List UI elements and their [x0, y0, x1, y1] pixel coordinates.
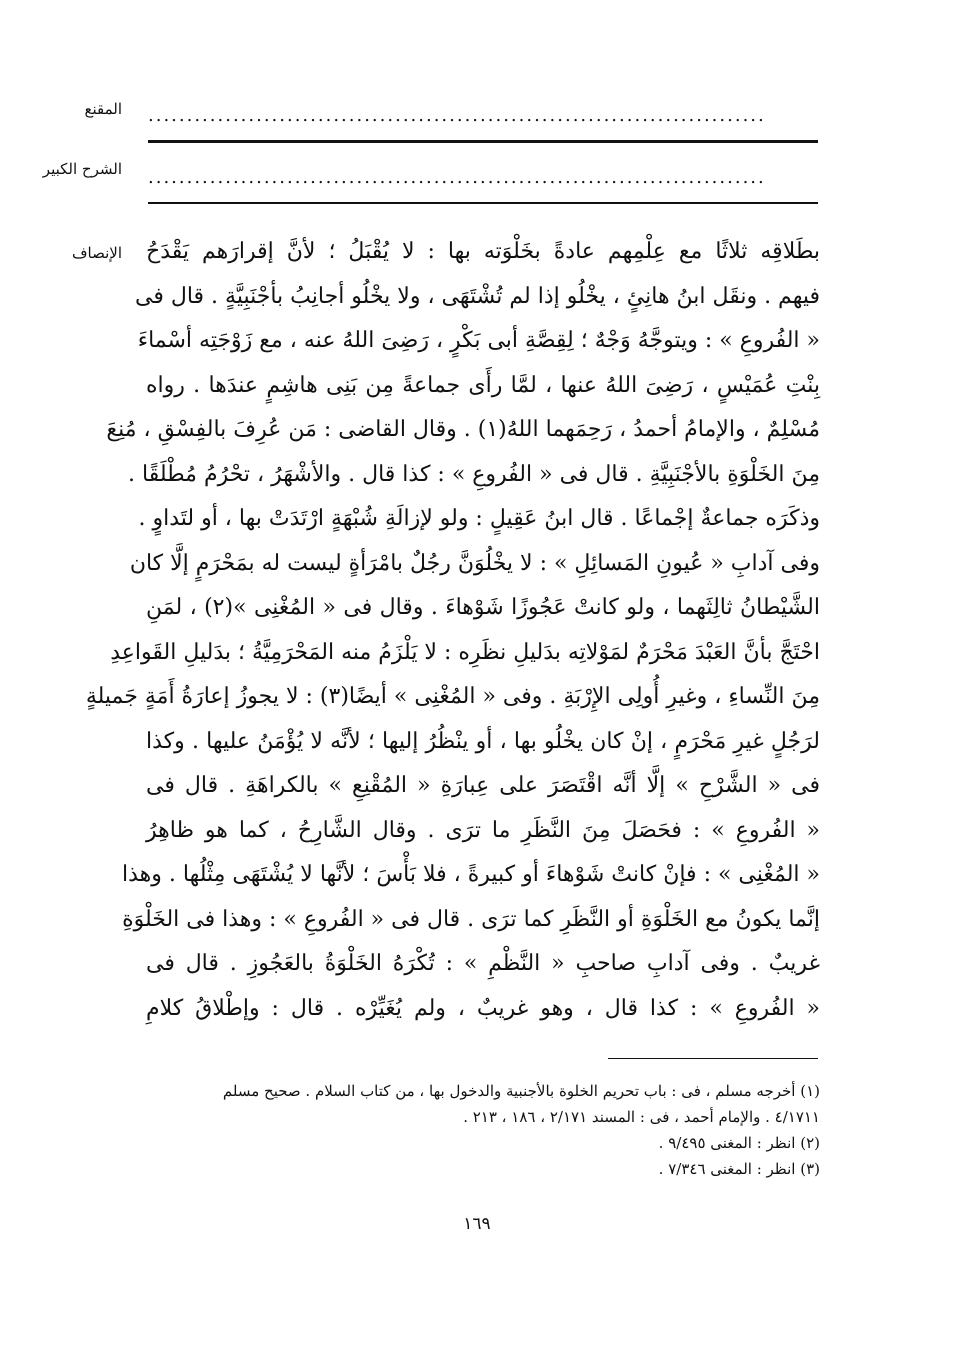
muqni-dots: ................................................................................ [148, 105, 766, 126]
text-line: فيهم . ونقَل ابنُ هانِئٍ ، يخْلُو إذا لم تُشْتَهَى ، ولا يخْلُو أجانِبُ بأجْنَبِيَّةٍ . قال فى [135, 283, 820, 309]
text-line: مُسْلِمٌ ، والإمامُ أحمدُ ، رَحِمَهما اللهُ(١) . وقال القاضى : مَن عُرِفَ بالفِسْقِ ، مُنِعَ [106, 417, 820, 442]
text-line: وفى آدابِ « عُيونِ المَسائِلِ » : لا يخْلُوَنَّ رجُلٌ بامْرَأةٍ ليست له بمَحْرَمٍ إلَّا كان [129, 550, 820, 576]
text-line: مِنَ الخَلْوَةِ بالأجْنَبِيَّةِ . قال فى « الفُروعِ » : كذا قال . والأشْهَرُ ، تحْرُمُ مُطْلَقًا . [128, 461, 820, 487]
text-line: بطَلاقِه ثلاثًا مع عِلْمِهم عادةً بخَلْوَته بها : لا يُقْبَلُ ؛ لأنَّ إقرارَهم يَقْدَحُ [146, 239, 820, 264]
muqni-label: المقنع [84, 100, 122, 118]
text-line: فى « الشَّرْحِ » إلَّا أنَّه اقْتَصَرَ على عِبارَةِ « المُقْنِعِ » بالكراهَةِ . قال فى [146, 773, 820, 798]
footnote: (١) أخرجه مسلم ، فى : باب تحريم الخلوة بالأجنبية والدخول بها ، من كتاب السلام . صحيح مسلم [222, 1082, 820, 1100]
footnote: (٣) انظر : المغنى ٧/٣٤٦ . [658, 1160, 820, 1178]
text-line: احْتَجَّ بأنَّ العَبْدَ مَحْرَمٌ لمَوْلاتِه بدَليلِ نظَرِه : لا يَلْزَمُ منه المَحْرَمِيَّةُ ؛ بدَليلِ القَواعِدِ [110, 639, 820, 665]
footnote-separator [608, 1058, 818, 1059]
text-line: « الفُروعِ » : ويتوجَّهُ وَجْهٌ ؛ لِقِصَّةِ أبى بَكْرٍ ، رَضِىَ اللهُ عنه ، مع زَوْجَتِه أسْماءَ [137, 328, 820, 353]
text-line: « المُغْنِى » : فإنْ كانتْ شَوْهاءَ أو كبيرةً ، فلا بَأْسَ ؛ لأنَّها لا يُشْتَهَى مِثْلُها . وهذا [122, 862, 820, 887]
text-line: « الفُروعِ » : فحَصَلَ مِنَ النَّظَرِ ما ترَى . وقال الشَّارِحُ ، كما هو ظاهِرُ [146, 817, 820, 843]
sharh-dots: ................................................................................ [148, 167, 766, 188]
insaf-label: الإنصاف [71, 244, 122, 262]
sharh-separator [148, 202, 818, 204]
sharh-label: الشرح الكبير [42, 160, 122, 178]
muqni-separator [148, 140, 818, 143]
text-line: وذكَرَه جماعةٌ إجْماعًا . قال ابنُ عَقِيلٍ : ولو لإزالَةِ شُبْهَةٍ ارْتَدَتْ بها ، أو لتَداوٍ . [138, 506, 820, 531]
page-number: ١٦٩ [463, 1214, 491, 1234]
text-line: مِنَ النِّساءِ ، وغيرِ أُولِى الإِرْبَةِ . وفى « المُغْنِى » أيضًا(٣) : لا يجوزُ إعارَةُ أَمَةٍ جَميلةٍ [85, 684, 820, 709]
text-line: الشَّيْطانُ ثالِثَهما ، ولو كانتْ عَجُوزًا شَوْهاءَ . وقال فى « المُغْنِى »(٢) ، لمَنِ [146, 595, 820, 620]
text-line: « الفُروعِ » : كذا قال ، وهو غريبٌ ، ولم يُغَيِّرْه . قال : وإطْلاقُ كلامِ [146, 995, 820, 1021]
footnotes [146, 1078, 820, 1182]
footnote: ٤/١٧١١ . والإمام أحمد ، فى : المسند ٢/١٧١ ، ١٨٦ ، ٢١٣ . [463, 1108, 820, 1126]
text-line: لرَجُلٍ غيرِ مَحْرَمٍ ، إنْ كان يخْلُو بها ، أو ينْظُرُ إليها ؛ لأنَّه لا يُؤْمَنُ عليها . وكذا [146, 728, 820, 754]
footnote: (٢) انظر : المغنى ٩/٤٩٥ . [658, 1134, 820, 1152]
text-line: غريبٌ . وفى آدابِ صاحبِ « النَّظْمِ » : تُكْرَهُ الخَلْوَةُ بالعَجُوزِ . قال فى [146, 951, 820, 976]
text-line: إنَّما يكونُ مع الخَلْوَةِ أو النَّظَرِ كما ترَى . قال فى « الفُروعِ » : وهذا فى الخَلْوَةِ [122, 906, 820, 932]
text-line: بِنْتِ عُمَيْسٍ ، رَضِىَ اللهُ عنها ، لمَّا رأَى جماعةً مِن بَنِى هاشِمٍ عندَها . رواه [146, 372, 820, 398]
